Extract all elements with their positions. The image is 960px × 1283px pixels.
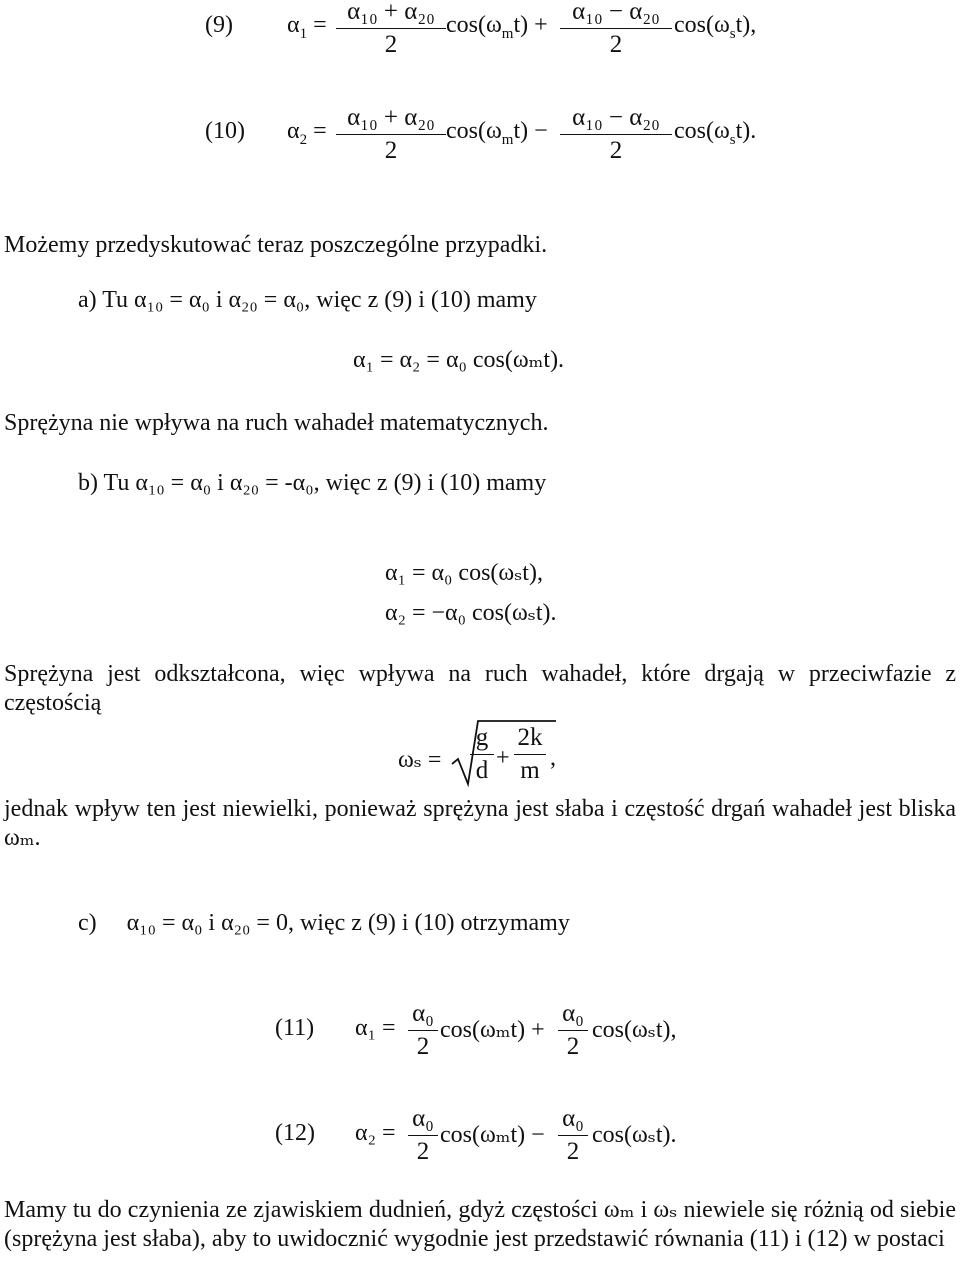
- fraction: $\frac{\text{α₀}}{2}$: [558, 1000, 588, 1061]
- case-a-note: Sprężyna nie wpływa na ruch wahadeł matematycznych.: [4, 410, 549, 436]
- cosine-term: cos(ωₛt),: [592, 1017, 677, 1043]
- case-a-label: a) Tu α₁₀ = α₀ i α₂₀ = α₀, więc z (9) i (10) mamy: [78, 287, 537, 313]
- fraction: $\frac{\text{α₀}}{2}$: [408, 1105, 438, 1166]
- equation-lhs: α₁ =: [355, 1015, 396, 1041]
- fraction: $\frac{\text{α₁₀ + α₂₀}}{2}$: [336, 0, 446, 59]
- omega-s-lhs: ωₛ =: [398, 747, 442, 773]
- cosine-term: cos(ωₘt) +: [440, 1017, 545, 1043]
- fraction: $\frac{\text{α₀}}{2}$: [408, 1000, 438, 1061]
- cosine-term: cos(ωₘt) −: [440, 1122, 545, 1148]
- case-b-equation-2: α₂ = −α₀ cos(ωₛt).: [385, 600, 557, 626]
- cosine-term: $\cos(\omega_st)$,: [674, 12, 757, 42]
- equation-number: (10): [205, 118, 245, 144]
- plus-sign: +: [496, 745, 510, 771]
- fraction: $\frac{\text{α₁₀ + α₂₀}}{2}$: [336, 104, 446, 165]
- cosine-term: $\cos(\omega_st)$.: [674, 118, 757, 148]
- fraction: $\frac{\text{α₁₀ − α₂₀}}{2}$: [560, 104, 672, 165]
- comma: ,: [550, 745, 556, 771]
- cosine-term: $\cos(\omega_mt)$ −: [446, 118, 548, 148]
- equation-lhs: $\alpha_2$ =: [287, 118, 327, 148]
- cosine-term: cos(ωₛt).: [592, 1122, 677, 1148]
- case-b-equation-1: α₁ = α₀ cos(ωₛt),: [385, 560, 543, 586]
- equation-lhs: α₂ =: [355, 1120, 396, 1146]
- fraction: $\frac{2k}{m}$: [514, 724, 546, 785]
- cosine-term: $\cos(\omega_mt)$ +: [446, 12, 548, 42]
- fraction: $\frac{g}{d}$: [470, 724, 494, 785]
- equation-number: (11): [275, 1015, 315, 1041]
- equation-number: (12): [275, 1120, 315, 1146]
- case-c-label: c) α₁₀ = α₀ i α₂₀ = 0, więc z (9) i (10) otrzymamy: [78, 910, 570, 936]
- intro-paragraph: Możemy przedyskutować teraz poszczególne przypadki.: [4, 232, 548, 258]
- case-a-equation: α₁ = α₂ = α₀ cos(ωₘt).: [353, 347, 565, 373]
- case-b-paragraph-2: jednak wpływ ten jest niewielki, ponieważ sprężyna jest słaba i częstość drgań wahadeł jest bliska ωₘ.: [4, 796, 956, 851]
- closing-paragraph: Mamy tu do czynienia ze zjawiskiem dudnień, gdyż częstości ωₘ i ωₛ niewiele się różnią od siebie (sprężyna jest słaba), aby to uwidocznić wygodnie jest przedstawić równania (11) i (12) w postaci: [4, 1197, 956, 1252]
- fraction: $\frac{\text{α₀}}{2}$: [558, 1105, 588, 1166]
- case-b-paragraph-1: Sprężyna jest odkształcona, więc wpływa na ruch wahadeł, które drgają w przeciwfazie z częstością: [4, 661, 956, 716]
- case-b-label: b) Tu α₁₀ = α₀ i α₂₀ = -α₀, więc z (9) i (10) mamy: [78, 470, 547, 496]
- equation-number: (9): [205, 12, 233, 38]
- fraction: $\frac{\text{α₁₀ − α₂₀}}{2}$: [560, 0, 672, 59]
- equation-lhs: $\alpha_1$ =: [287, 12, 327, 42]
